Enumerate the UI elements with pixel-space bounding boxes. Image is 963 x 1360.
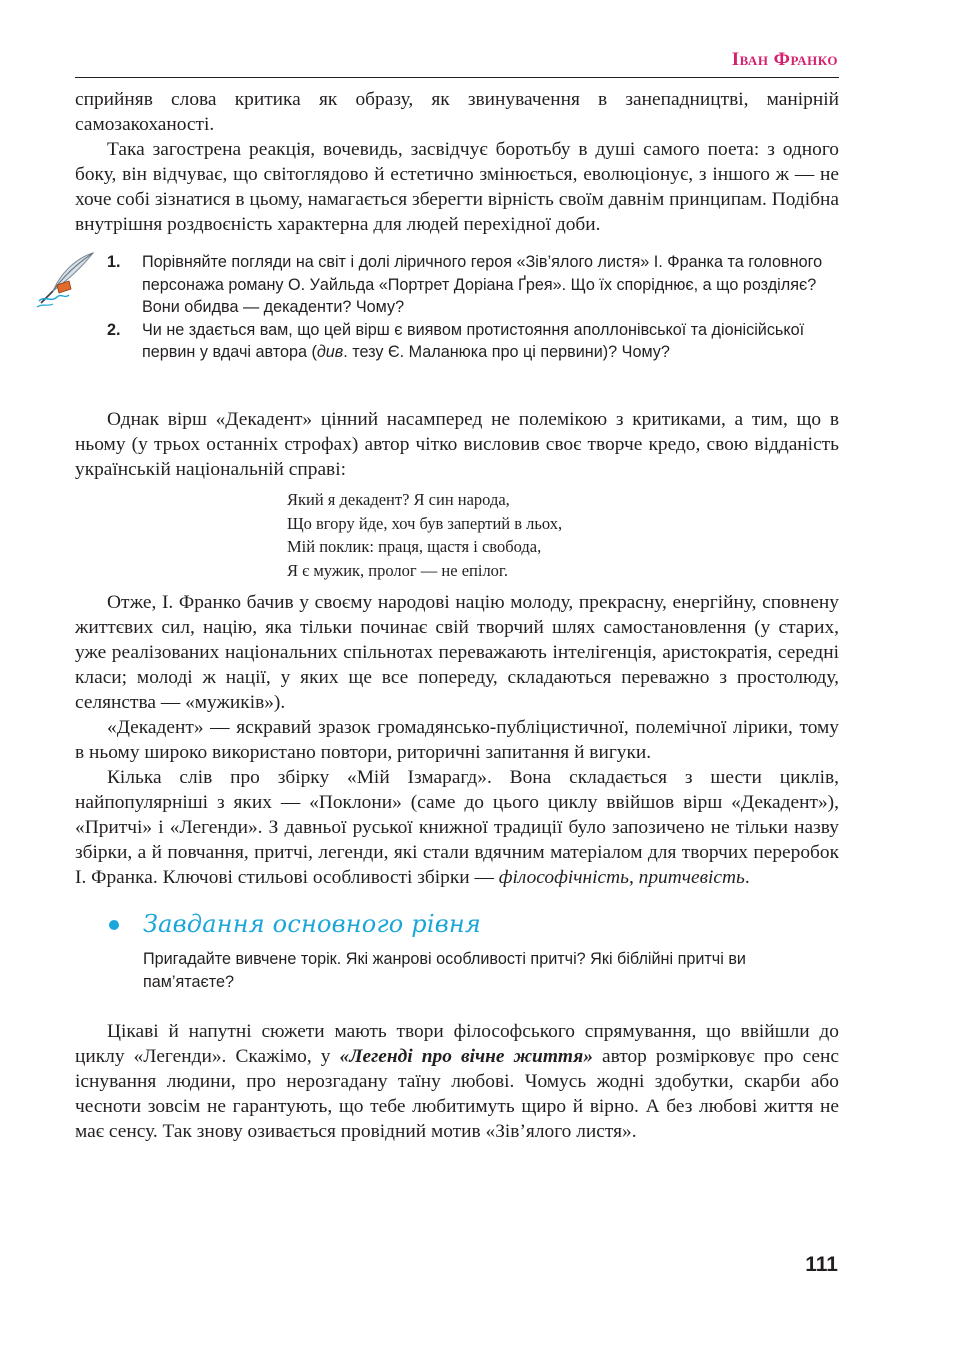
- poem-line: Я є мужик, пролог — не епілог.: [287, 560, 508, 580]
- header-rule: [75, 77, 839, 78]
- list-item: [107, 251, 837, 319]
- questions-list: [107, 251, 837, 364]
- task-title: Завдання основного рівня: [143, 910, 481, 938]
- page-content: [75, 87, 839, 1144]
- paragraph: Така загострена реакція, вочевидь, засвідчує боротьбу в душі самого поета: з одного боку, він відчуває, що світоглядово й естетично змінюється, еволюціонує, з іншого ж — не хоче собі зізнатися в цьому, намагається зберегти вірність своїм давнім принципам. Подібна внутрішня роздвоєність характерна для людей перехідної доби.: [75, 139, 839, 235]
- question-number: 2.: [107, 320, 121, 339]
- quill-pen-icon: [35, 251, 97, 309]
- paragraph: сприйняв слова критика як образу, як звинувачення в занепадництві, манірній самозакоханості.: [75, 89, 839, 135]
- poem-line: Що вгору йде, хоч був запертий в льох,: [287, 513, 563, 533]
- paragraph: Отже, І. Франко бачив у своєму народові націю молоду, прекрасну, енергійну, сповнену життєвих сил, націю, яка тільки починає свій творчий шлях самостановлення (у старих, уже реалізованих національних спільнотах переважають інтелігенція, аристократія, середні класи; молоді ж нації, у яких ще все попереду, складаються переважно з простолюду, селянства — «мужиків»).: [75, 592, 839, 713]
- running-header: Іван Франко: [731, 49, 838, 70]
- paragraph: «Декадент» — яскравий зразок громадянсько-публіцистичної, полемічної лірики, тому в ньому широко використано повтори, риторичні запитання й вигуки.: [75, 717, 839, 763]
- question-text: Чи не здається вам, що цей вірш є виявом протистояння аполлонівської та діонісійської первин у вдачі автора (див. тезу Є. Маланюка про ці первини)? Чому?: [142, 320, 805, 361]
- questions-block: [75, 251, 839, 407]
- bullet-icon: [109, 920, 119, 930]
- task-text: Пригадайте вивчене торік. Які жанрові особливості притчі? Які біблійні притчі ви пам’ятаєте?: [143, 950, 746, 991]
- question-text: Порівняйте погляди на світ і долі ліричного героя «Зів’ялого листя» І. Франка та головного персонажа роману О. Уайльда «Портрет Доріана Ґрея». Що їх споріднює, а що розділяє? Вони обидва — декаденти? Чому?: [142, 253, 823, 316]
- paragraph: Кілька слів про збірку «Мій Ізмарагд». Вона складається з шести циклів, найпопулярніші з яких — «Поклони» (саме до цього циклу ввійшов вірш «Декадент»), «Притчі» і «Легенди». З давньої руської книжної традиції було запозичено не тільки назву збірки, а й повчання, притчі, легенди, які стали вдячним матеріалом для творчих переробок І. Франка. Ключові стильові особливості збірки — філософічність, притчевість.: [75, 767, 839, 888]
- question-number: 1.: [107, 253, 121, 271]
- paragraph: Цікаві й напутні сюжети мають твори філософського спрямування, що ввійшли до циклу «Легенди». Скажімо, у «Легенді про вічне життя» автор розмірковує про сенс існування людини, про нерозгадану таїну любові. Чомусь жодні здобутки, скарби або чесноти зовсім не гарантують, що тебе любитимуть щиро й вірно. А без любові життя не має сенсу. Так знову озивається провідний мотив «Зів’ялого листя».: [75, 1021, 840, 1142]
- poem-line: Який я декадент? Я син народа,: [287, 490, 510, 509]
- task-heading: [75, 910, 839, 944]
- paragraph: Однак вірш «Декадент» цінний насамперед не полемікою з критиками, а тим, що в ньому (у трьох останніх строфах) автор чітко висловив своє творче кредо, свою відданість українській національній справі:: [75, 409, 839, 480]
- list-item: [107, 319, 837, 364]
- poem-line: Мій поклик: праця, щастя і свобода,: [287, 537, 542, 556]
- poem-excerpt: [287, 488, 839, 582]
- page-number: 111: [805, 1253, 838, 1276]
